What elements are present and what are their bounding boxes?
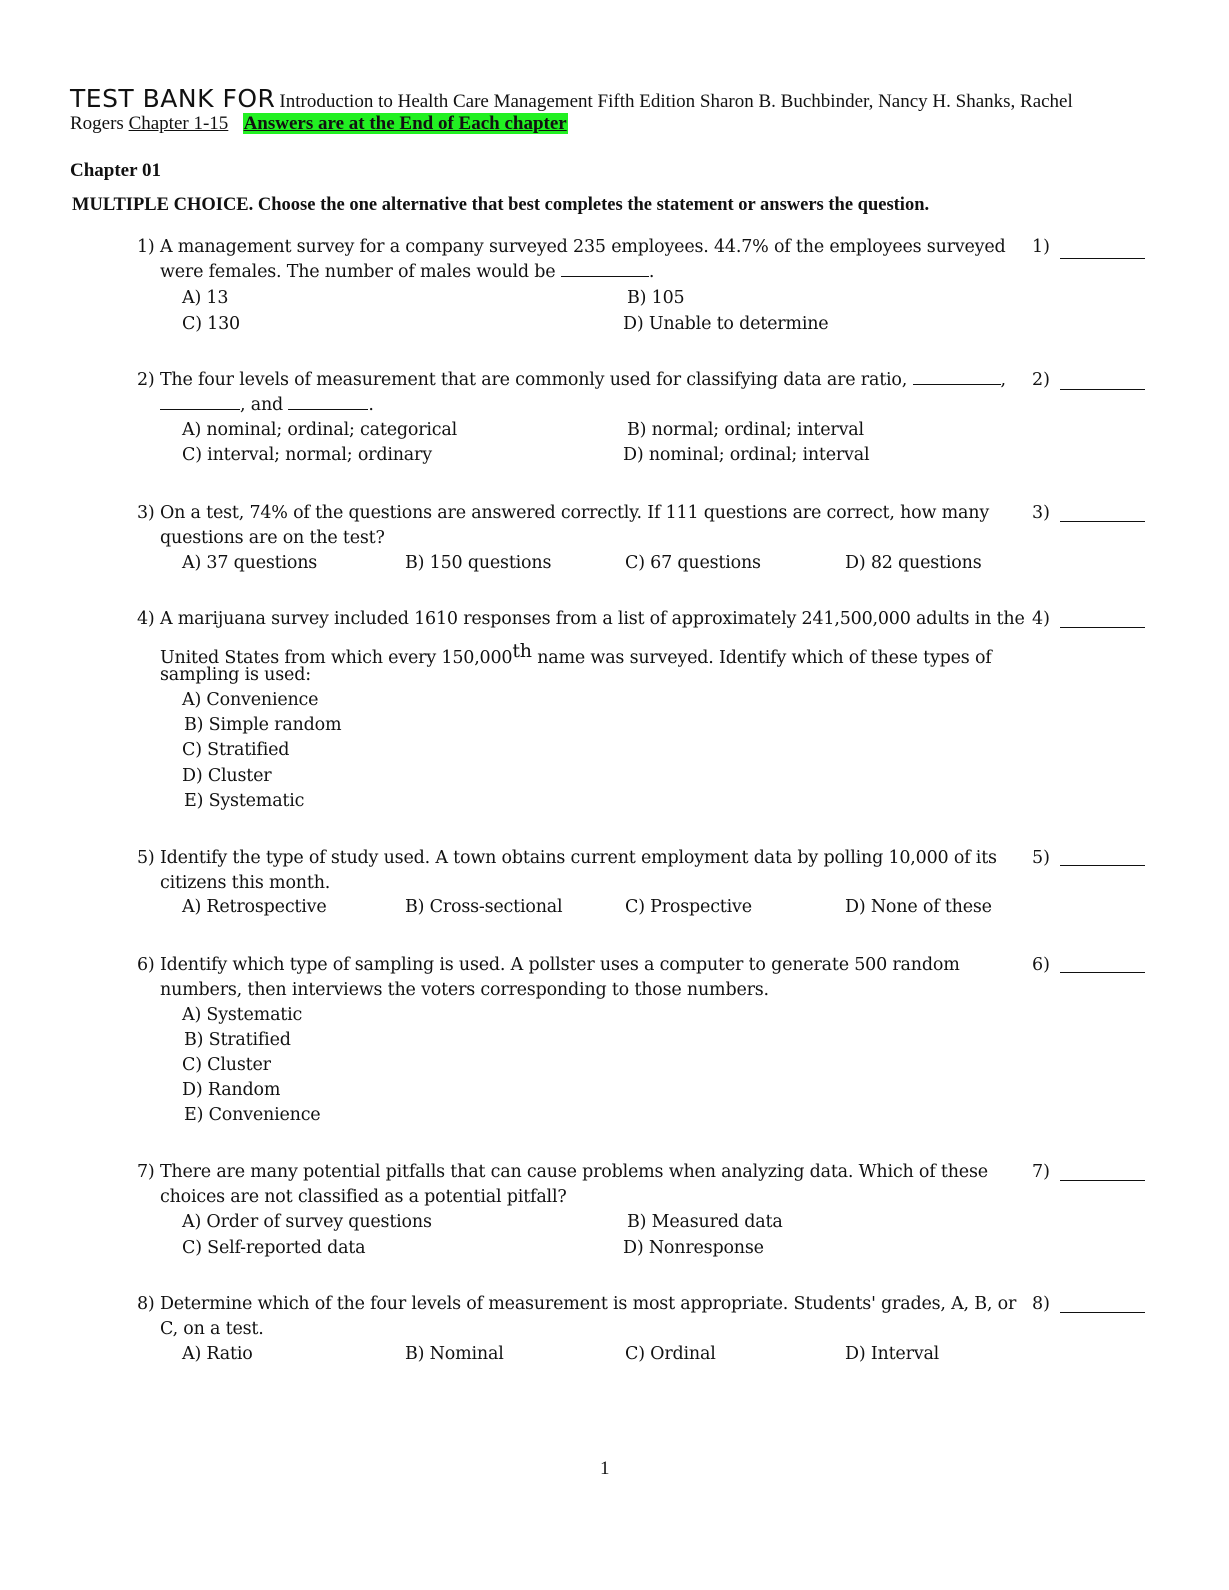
option[interactable]: A) Ratio bbox=[182, 1344, 253, 1364]
question-stem: 5) Identify the type of study used. A town obtains current employment data by polling 10,000 of its bbox=[137, 848, 997, 868]
option[interactable]: D) nominal; ordinal; interval bbox=[623, 445, 870, 465]
question-number: 1) bbox=[137, 237, 155, 257]
answer-blank[interactable] bbox=[1060, 258, 1145, 259]
option[interactable]: A) Systematic bbox=[182, 1005, 303, 1025]
option[interactable]: A) Retrospective bbox=[182, 897, 327, 917]
option[interactable]: B) Stratified bbox=[184, 1030, 291, 1050]
answer-label: 4) bbox=[1032, 609, 1050, 629]
question-number: 6) bbox=[137, 955, 155, 975]
question-number: 8) bbox=[137, 1294, 155, 1314]
answer-label: 6) bbox=[1032, 955, 1050, 975]
answer-label: 8) bbox=[1032, 1294, 1050, 1314]
answer-blank[interactable] bbox=[1060, 1180, 1145, 1181]
option[interactable]: B) 150 questions bbox=[405, 553, 552, 573]
answer-blank[interactable] bbox=[1060, 972, 1145, 973]
question-stem-line: citizens this month. bbox=[160, 873, 331, 893]
instructions: MULTIPLE CHOICE. Choose the one alternative that best completes the statement or answers the question. bbox=[72, 195, 930, 215]
question-number: 5) bbox=[137, 848, 155, 868]
question-stem-line: choices are not classified as a potential pitfall? bbox=[160, 1187, 567, 1207]
answer-blank[interactable] bbox=[1060, 865, 1145, 866]
question-stem-line: numbers, then interviews the voters corresponding to those numbers. bbox=[160, 980, 769, 1000]
answer-label: 7) bbox=[1032, 1162, 1050, 1182]
option[interactable]: B) Cross-sectional bbox=[405, 897, 563, 917]
option[interactable]: B) Nominal bbox=[405, 1344, 504, 1364]
question-stem-line: , and . bbox=[160, 395, 374, 415]
option[interactable]: C) 130 bbox=[182, 314, 240, 334]
option[interactable]: C) Cluster bbox=[182, 1055, 271, 1075]
question-number: 4) bbox=[137, 609, 155, 629]
question-stem: 6) Identify which type of sampling is used. A pollster uses a computer to generate 500 random bbox=[137, 955, 960, 975]
question-stem: 2) The four levels of measurement that are commonly used for classifying data are ratio, , bbox=[137, 370, 1006, 390]
option[interactable]: D) Random bbox=[182, 1080, 281, 1100]
option[interactable]: E) Convenience bbox=[184, 1105, 321, 1125]
page-number: 1 bbox=[600, 1458, 610, 1479]
answer-label: 3) bbox=[1032, 503, 1050, 523]
option[interactable]: A) 13 bbox=[182, 288, 229, 308]
answers-note-highlight: Answers are at the End of Each chapter bbox=[243, 113, 567, 134]
answer-blank[interactable] bbox=[1060, 627, 1145, 628]
option[interactable]: C) Prospective bbox=[625, 897, 752, 917]
question-stem-line: United States from which every 150,000th name was surveyed. Identify which of these types of bbox=[160, 640, 992, 668]
option[interactable]: D) Cluster bbox=[182, 766, 272, 786]
option[interactable]: D) None of these bbox=[845, 897, 992, 917]
question-stem: 7) There are many potential pitfalls that can cause problems when analyzing data. Which of these bbox=[137, 1162, 988, 1182]
option[interactable]: D) Interval bbox=[845, 1344, 940, 1364]
option[interactable]: C) Ordinal bbox=[625, 1344, 716, 1364]
document-header bbox=[70, 84, 1073, 113]
option[interactable]: B) normal; ordinal; interval bbox=[627, 420, 864, 440]
option[interactable]: A) 37 questions bbox=[182, 553, 318, 573]
question-stem-line: C, on a test. bbox=[160, 1319, 264, 1339]
question-number: 2) bbox=[137, 370, 155, 390]
option[interactable]: D) Unable to determine bbox=[623, 314, 829, 334]
question-stem: 8) Determine which of the four levels of measurement is most appropriate. Students' grades, A, B, or bbox=[137, 1294, 1017, 1314]
question-number: 3) bbox=[137, 503, 155, 523]
answer-blank[interactable] bbox=[1060, 1312, 1145, 1313]
question-stem: 1) A management survey for a company surveyed 235 employees. 44.7% of the employees surveyed bbox=[137, 237, 1006, 257]
question-stem: 3) On a test, 74% of the questions are answered correctly. If 111 questions are correct, how many bbox=[137, 503, 989, 523]
option[interactable]: C) Self-reported data bbox=[182, 1238, 366, 1258]
option[interactable]: C) Stratified bbox=[182, 740, 290, 760]
option[interactable]: B) Measured data bbox=[627, 1212, 783, 1232]
option[interactable]: D) 82 questions bbox=[845, 553, 982, 573]
question-stem-line: sampling is used: bbox=[160, 665, 311, 685]
option[interactable]: C) 67 questions bbox=[625, 553, 761, 573]
option[interactable]: A) Convenience bbox=[182, 690, 319, 710]
question-number: 7) bbox=[137, 1162, 155, 1182]
document-header-line2 bbox=[70, 113, 568, 135]
option[interactable]: A) Order of survey questions bbox=[182, 1212, 432, 1232]
question-stem: 4) A marijuana survey included 1610 responses from a list of approximately 241,500,000 adults in the bbox=[137, 609, 1025, 629]
option[interactable]: B) 105 bbox=[627, 288, 685, 308]
answer-label: 5) bbox=[1032, 848, 1050, 868]
option[interactable]: C) interval; normal; ordinary bbox=[182, 445, 432, 465]
option[interactable]: A) nominal; ordinal; categorical bbox=[182, 420, 458, 440]
option[interactable]: B) Simple random bbox=[184, 715, 342, 735]
author-last-name: Rogers bbox=[70, 113, 124, 134]
option[interactable]: E) Systematic bbox=[184, 791, 305, 811]
chapter-range-link[interactable]: Chapter 1-15 bbox=[128, 113, 229, 134]
answer-label: 2) bbox=[1032, 370, 1050, 390]
chapter-heading: Chapter 01 bbox=[70, 160, 161, 181]
answer-blank[interactable] bbox=[1060, 389, 1145, 390]
option[interactable]: D) Nonresponse bbox=[623, 1238, 764, 1258]
answer-label: 1) bbox=[1032, 237, 1050, 257]
book-title: Introduction to Health Care Management Fifth Edition Sharon B. Buchbinder, Nancy H. Shanks, Rachel bbox=[279, 91, 1073, 112]
question-stem-line: were females. The number of males would be . bbox=[160, 262, 655, 282]
answer-blank[interactable] bbox=[1060, 521, 1145, 522]
question-stem-line: questions are on the test? bbox=[160, 528, 385, 548]
test-bank-title: TEST BANK FOR bbox=[70, 84, 276, 113]
